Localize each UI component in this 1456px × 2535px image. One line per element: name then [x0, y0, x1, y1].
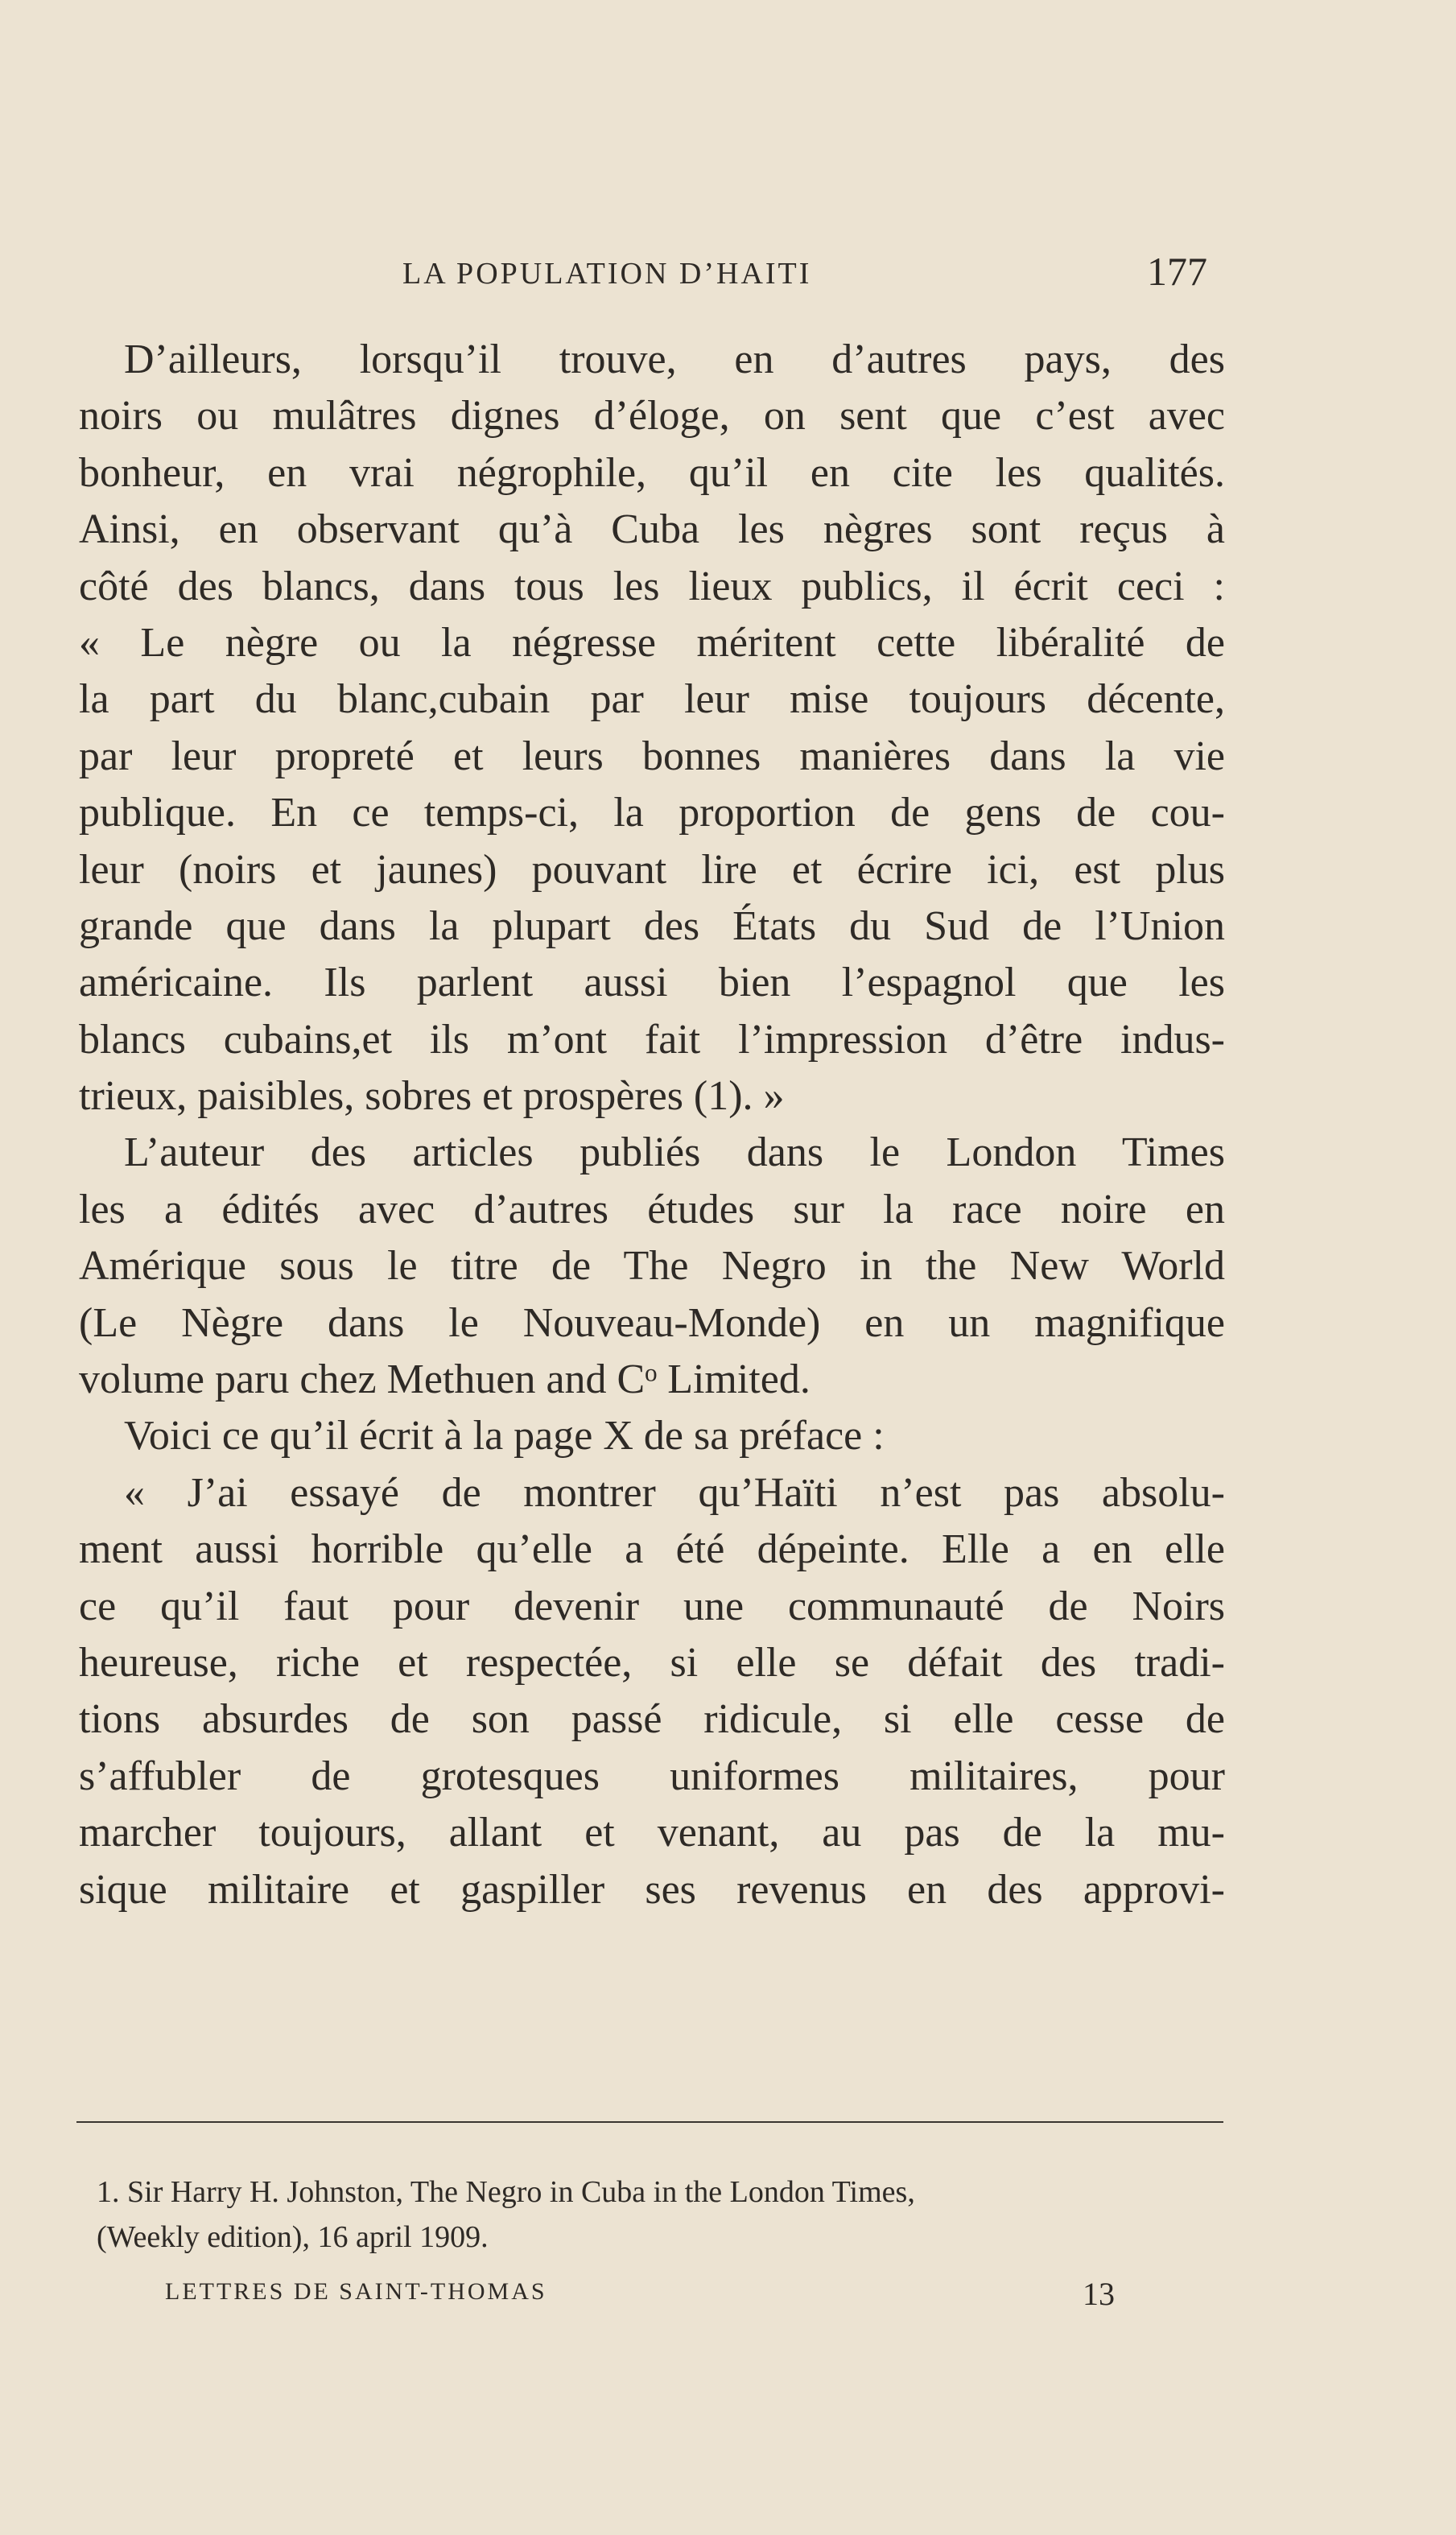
running-title: LA POPULATION D’HAITI: [402, 257, 812, 291]
text-line: noirs ou mulâtres dignes d’éloge, on sent que c’est avec: [79, 393, 1225, 440]
text-line: trieux, paisibles, sobres et prospères (1). »: [79, 1073, 785, 1120]
text-line: par leur propreté et leurs bonnes manières dans la vie: [79, 733, 1225, 779]
footnote-rule: [76, 2121, 1223, 2123]
body-text: [79, 332, 1225, 1918]
text-line: les a édités avec d’autres études sur la race noire en: [79, 1186, 1225, 1232]
footnote-line: (Weekly edition), 16 april 1909.: [97, 2220, 489, 2254]
text-line: D’ailleurs, lorsqu’il trouve, en d’autres pays, des: [124, 336, 1225, 382]
text-line: grande que dans la plupart des États du Sud de l’Union: [79, 902, 1225, 949]
page-number: 177: [1147, 249, 1207, 294]
text-line: blancs cubains,et ils m’ont fait l’impression d’être indus-: [79, 1016, 1225, 1063]
signature-mark: 13: [1083, 2276, 1115, 2312]
text-line: publique. En ce temps-ci, la proportion de gens de cou-: [79, 790, 1225, 836]
text-line: volume paru chez Methuen and Cᵒ Limited.: [79, 1356, 810, 1403]
text-line: ment aussi horrible qu’elle a été dépeinte. Elle a en elle: [79, 1526, 1225, 1573]
text-line: Ainsi, en observant qu’à Cuba les nègres sont reçus à: [79, 506, 1225, 553]
footnote: [97, 2170, 1223, 2260]
text-line: s’affubler de grotesques uniformes militaires, pour: [79, 1753, 1225, 1799]
page-header: [402, 249, 1207, 304]
text-line: « Le nègre ou la négresse méritent cette libéralité de: [79, 619, 1225, 666]
text-line: Amérique sous le titre de The Negro in the New World: [79, 1243, 1225, 1290]
text-line: marcher toujours, allant et venant, au pas de la mu-: [79, 1810, 1225, 1856]
text-line: Voici ce qu’il écrit à la page X de sa préface :: [124, 1413, 885, 1459]
signature-title: LETTRES DE SAINT-THOMAS: [165, 2278, 547, 2305]
text-line: heureuse, riche et respectée, si elle se défait des tradi-: [79, 1639, 1225, 1686]
text-line: L’auteur des articles publiés dans le London Times: [124, 1129, 1225, 1176]
text-line: la part du blanc,cubain par leur mise toujours décente,: [79, 676, 1225, 723]
text-line: ce qu’il faut pour devenir une communauté de Noirs: [79, 1583, 1225, 1629]
text-line: tions absurdes de son passé ridicule, si elle cesse de: [79, 1696, 1225, 1743]
text-line: américaine. Ils parlent aussi bien l’espagnol que les: [79, 960, 1225, 1006]
printer-signature: [165, 2278, 1115, 2318]
text-line: « J’ai essayé de montrer qu’Haïti n’est pas absolu-: [124, 1469, 1225, 1516]
text-line: côté des blancs, dans tous les lieux publics, il écrit ceci :: [79, 563, 1225, 609]
footnote-line: 1. Sir Harry H. Johnston, The Negro in Cuba in the London Times,: [97, 2175, 915, 2209]
text-line: sique militaire et gaspiller ses revenus en des approvi-: [79, 1866, 1225, 1913]
text-line: (Le Nègre dans le Nouveau-Monde) en un magnifique: [79, 1299, 1225, 1346]
text-line: bonheur, en vrai négrophile, qu’il en cite les qualités.: [79, 449, 1225, 496]
text-line: leur (noirs et jaunes) pouvant lire et écrire ici, est plus: [79, 846, 1225, 893]
